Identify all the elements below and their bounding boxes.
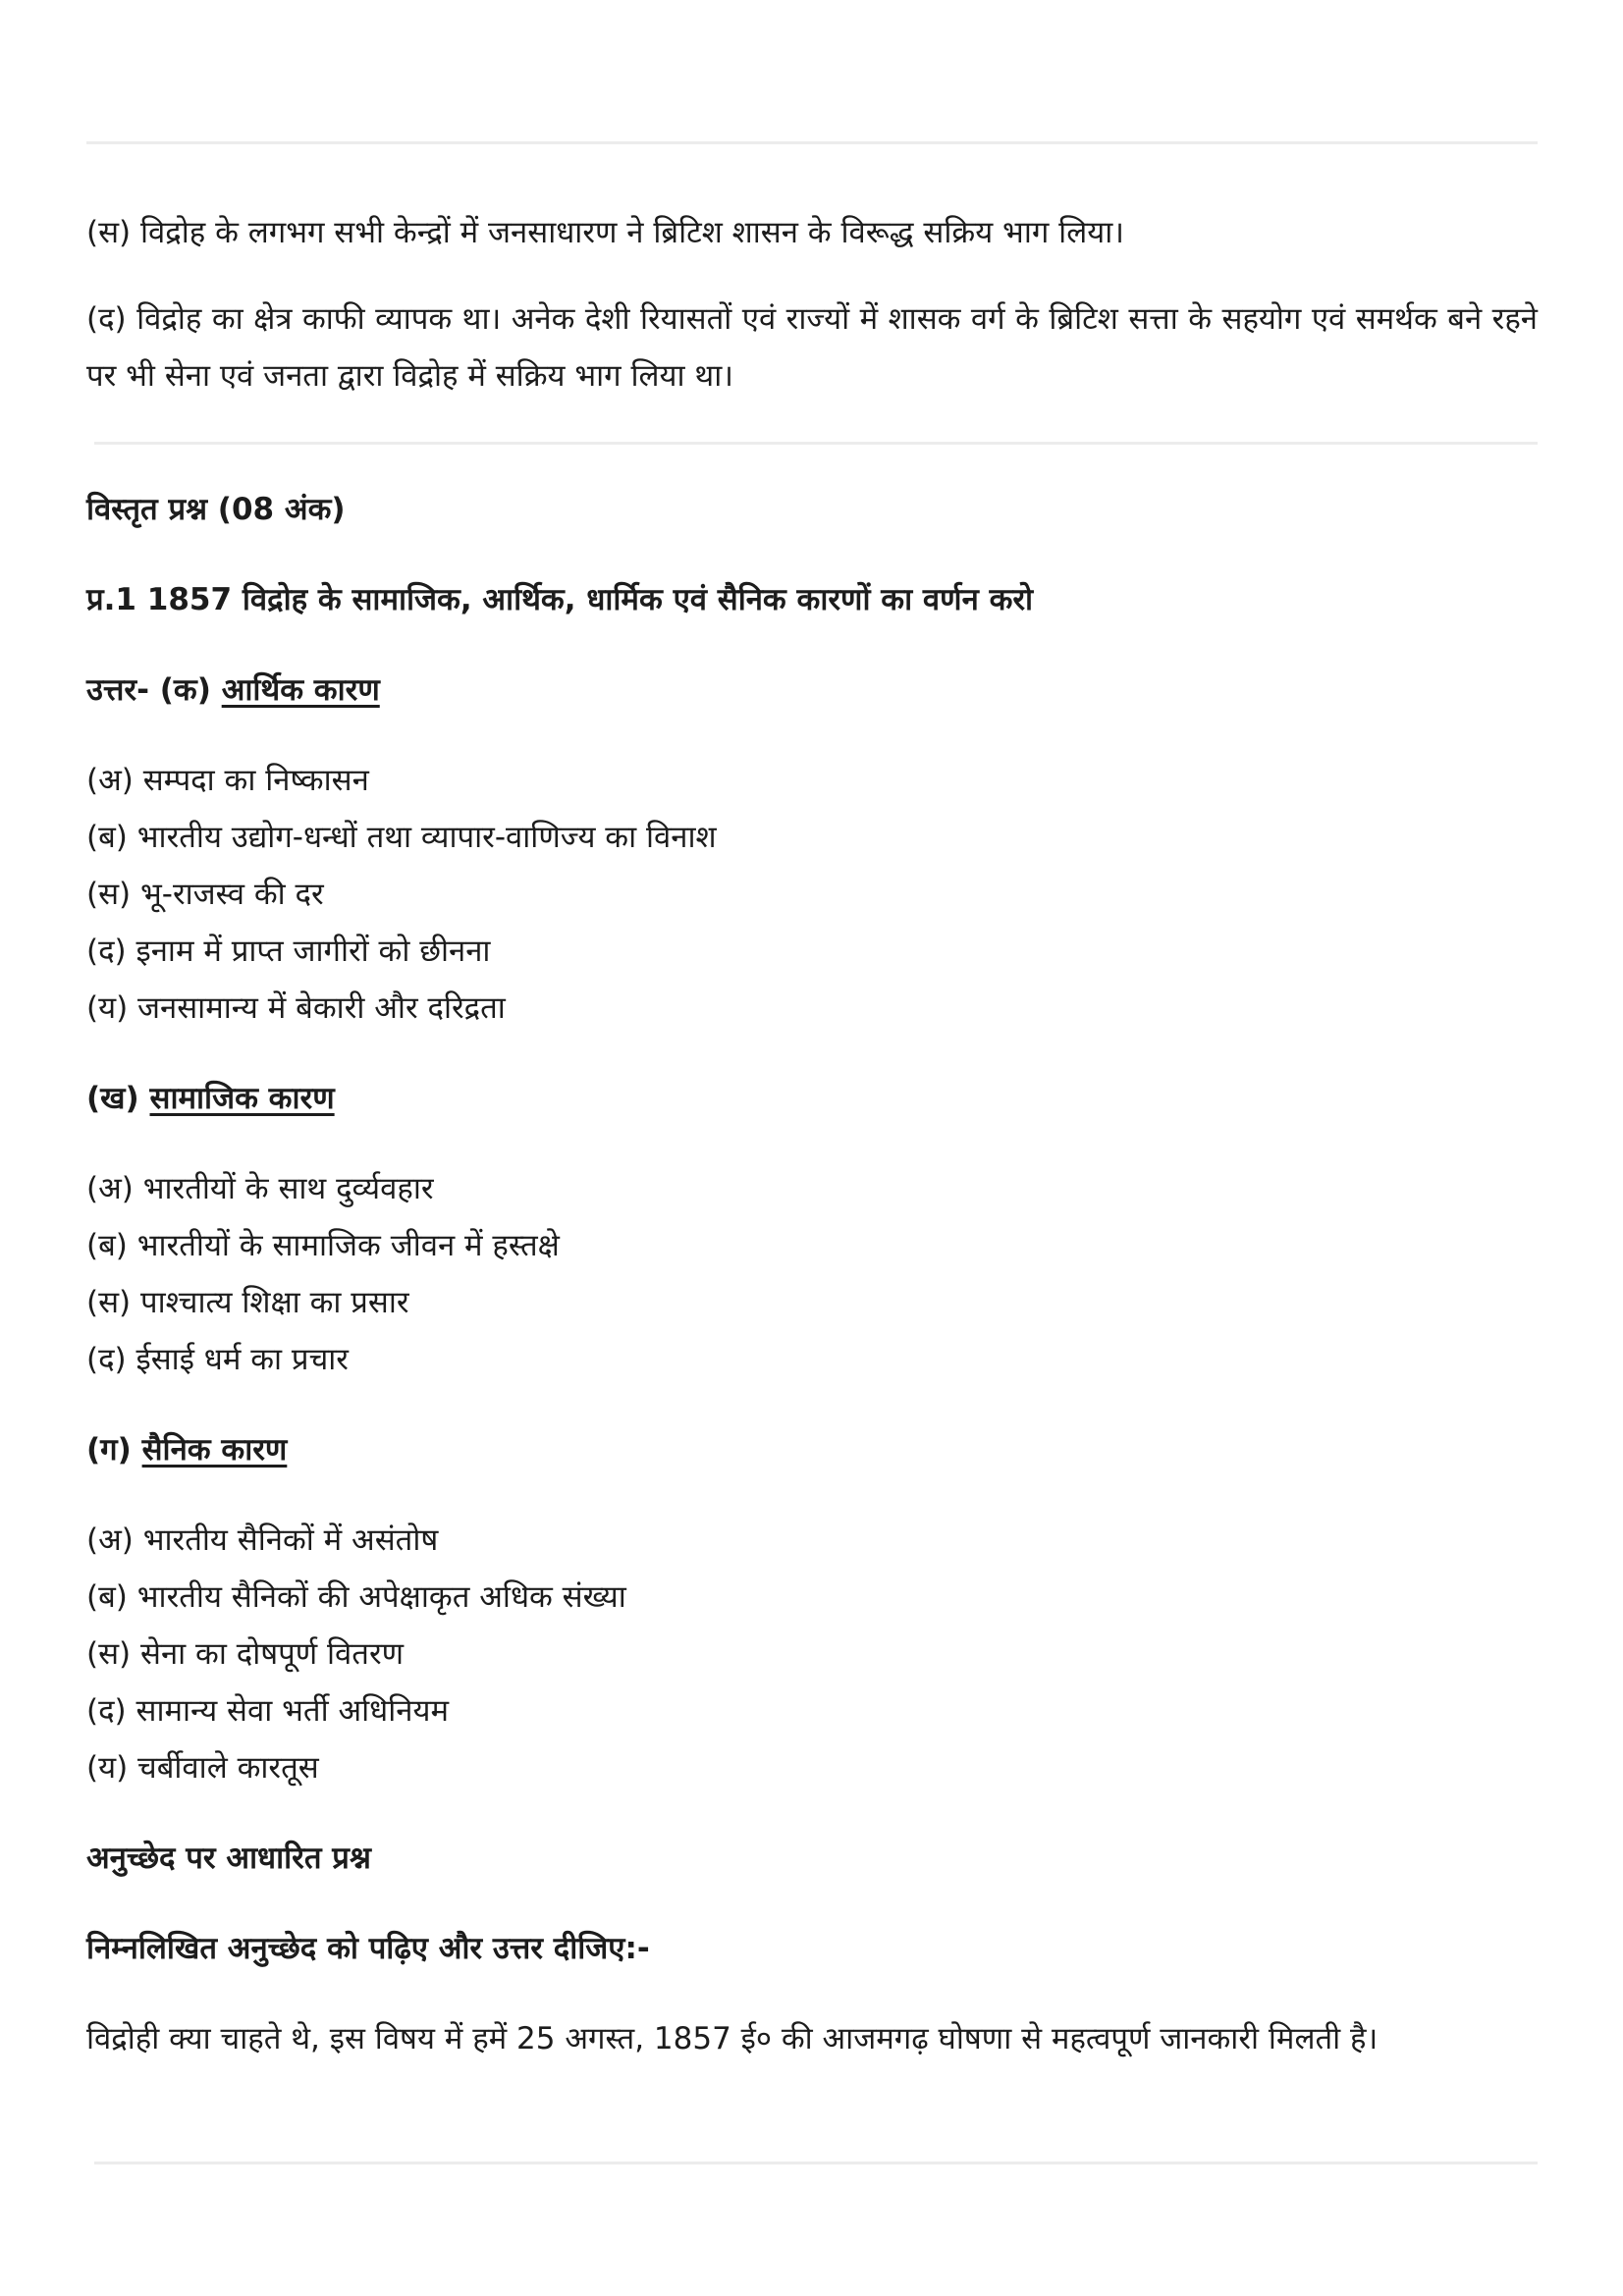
list-item: (ब) भारतीयों के सामाजिक जीवन में हस्तक्षे	[86, 1228, 560, 1263]
list-item: (अ) भारतीयों के साथ दुर्व्यवहार	[86, 1171, 434, 1206]
answer-prefix: उत्तर- (क)	[86, 672, 222, 708]
section-heading: विस्तृत प्रश्न (08 अंक)	[86, 492, 346, 527]
list-item: (द) सामान्य सेवा भर्ती अधिनियम	[86, 1693, 449, 1729]
list-item: (द) ईसाई धर्म का प्रचार	[86, 1342, 349, 1377]
economic-list	[86, 752, 1538, 1037]
list-item: (द) इनाम में प्राप्त जागीरों को छीनना	[86, 934, 491, 969]
list-item: (स) भू-राजस्व की दर	[86, 877, 324, 912]
list-item: (य) चर्बीवाले कारतूस	[86, 1750, 319, 1786]
social-list	[86, 1160, 1538, 1388]
military-list	[86, 1512, 1538, 1796]
intro-section	[86, 204, 1538, 404]
social-prefix: (ख)	[86, 1081, 150, 1116]
section-divider	[94, 442, 1538, 445]
military-title: सैनिक कारण	[141, 1432, 288, 1468]
social-heading	[86, 1070, 1538, 1127]
list-item: (य) जनसामान्य में बेकारी और दरिद्रता	[86, 990, 506, 1026]
list-item: (स) सेना का दोषपूर्ण वितरण	[86, 1636, 405, 1672]
top-divider	[86, 141, 1538, 144]
question-section	[86, 481, 1538, 2067]
military-prefix: (ग)	[86, 1432, 142, 1468]
economic-title: आर्थिक कारण	[221, 672, 380, 708]
list-item: (अ) सम्पदा का निष्कासन	[86, 763, 369, 798]
list-item: (स) पाश्चात्य शिक्षा का प्रसार	[86, 1285, 409, 1320]
social-title: सामाजिक कारण	[149, 1081, 335, 1116]
intro-paragraph-d: (द) विद्रोह का क्षेत्र काफी व्यापक था। अनेक देशी रियासतों एवं राज्यों में शासक वर्ग के ब्रिटिश सत्ता के सहयोग एवं समर्थक बने रहने पर भी सेना एवं जनता द्वारा विद्रोह में सक्रिय भाग लिया था।	[86, 301, 1538, 394]
list-item: (अ) भारतीय सैनिकों में असंतोष	[86, 1522, 439, 1558]
passage-text: विद्रोही क्या चाहते थे, इस विषय में हमें 25 अगस्त, 1857 ई० की आजमगढ़ घोषणा से महत्वपूर्ण जानकारी मिलती है।	[86, 2021, 1379, 2056]
passage-heading: अनुच्छेद पर आधारित प्रश्न	[86, 1841, 371, 1876]
intro-paragraph-s: (स) विद्रोह के लगभग सभी केन्द्रों में जनसाधारण ने ब्रिटिश शासन के विरूद्ध सक्रिय भाग लिया।	[86, 215, 1124, 250]
bottom-divider	[94, 2162, 1538, 2164]
military-heading	[86, 1421, 1538, 1478]
list-item: (ब) भारतीय उद्योग-धन्धों तथा व्यापार-वाणिज्य का विनाश	[86, 820, 717, 855]
question-text: प्र.1 1857 विद्रोह के सामाजिक, आर्थिक, धार्मिक एवं सैनिक कारणों का वर्णन करो	[86, 582, 1034, 617]
economic-heading	[86, 662, 1538, 719]
passage-instruction: निम्नलिखित अनुच्छेद को पढ़िए और उत्तर दीजिए:-	[86, 1931, 650, 1966]
list-item: (ब) भारतीय सैनिकों की अपेक्षाकृत अधिक संख्या	[86, 1579, 626, 1615]
